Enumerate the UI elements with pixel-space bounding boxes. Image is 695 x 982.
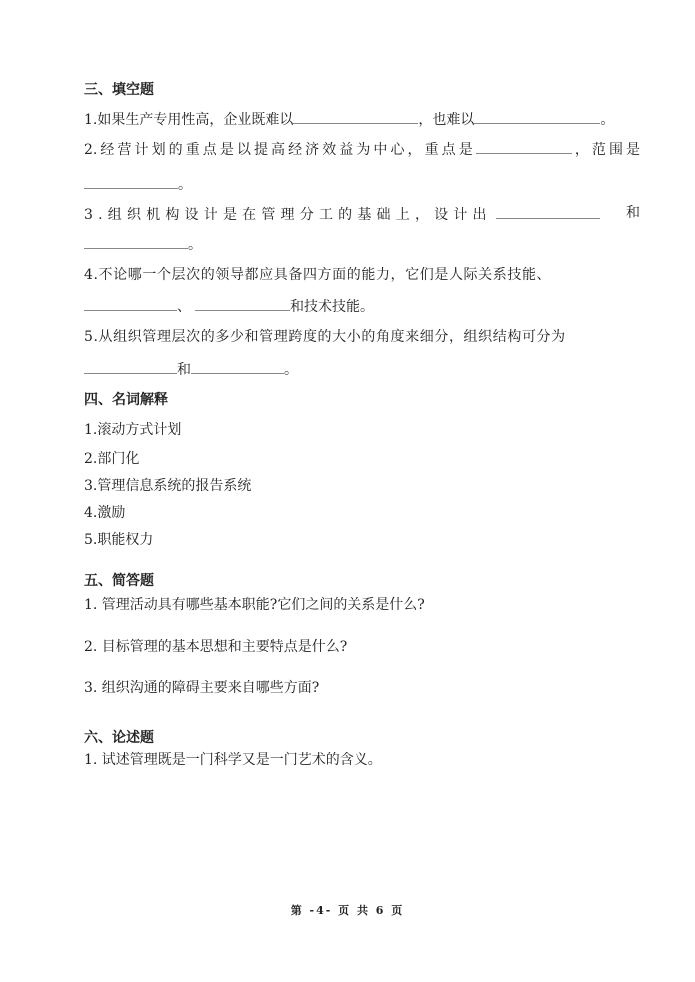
question-text: 。 (178, 177, 192, 193)
term-item: 5.职能权力 (84, 532, 154, 548)
answer-blank[interactable] (191, 359, 284, 374)
fill-question-2-cont (84, 174, 640, 194)
question-text: 和技术技能。 (290, 299, 374, 315)
answer-blank[interactable] (496, 204, 600, 219)
term-item: 1.滚动方式计划 (84, 422, 182, 438)
question-text: 和 (177, 362, 191, 378)
essay-item: 1. 试述管理既是一门科学又是一门艺术的含义。 (84, 752, 382, 768)
answer-blank[interactable] (293, 109, 418, 124)
section-title-short-answer: 五、简答题 (84, 573, 154, 589)
term-item: 4.激励 (84, 505, 126, 521)
section-title-terms: 四、名词解释 (84, 392, 168, 408)
question-text: 。 (284, 362, 298, 378)
question-text: 。 (600, 112, 615, 128)
answer-blank[interactable] (474, 109, 600, 124)
short-answer-item: 2. 目标管理的基本思想和主要特点是什么? (84, 639, 348, 655)
question-text: 1.如果生产专用性高，企业既难以 (84, 112, 294, 128)
short-answer-item: 1. 管理活动具有哪些基本职能?它们之间的关系是什么? (84, 597, 425, 613)
question-text: 、 (177, 299, 191, 315)
fill-question-4 (84, 266, 640, 284)
answer-blank[interactable] (84, 359, 177, 374)
fill-question-5-cont (84, 359, 640, 379)
fill-question-3 (84, 204, 640, 224)
question-text: 和 (626, 205, 640, 221)
answer-blank[interactable] (84, 234, 188, 249)
section-title-fill-blank: 三、填空题 (84, 82, 154, 98)
question-text: 4.不论哪一个层次的领导都应具备四方面的能力，它们是人际关系技能、 (84, 267, 552, 283)
question-text: ，也难以 (418, 112, 475, 128)
fill-question-3-cont (84, 234, 640, 254)
question-text: ，范围是 (571, 142, 641, 158)
question-text: 。 (188, 237, 202, 253)
short-answer-item: 3. 组织沟通的障碍主要来自哪些方面? (84, 680, 320, 696)
fill-question-2 (84, 139, 640, 159)
term-item: 2.部门化 (84, 451, 140, 467)
answer-blank[interactable] (84, 174, 178, 189)
fill-question-1 (84, 109, 640, 129)
answer-blank[interactable] (476, 139, 572, 154)
term-item: 3.管理信息系统的报告系统 (84, 478, 252, 494)
question-text: 5.从组织管理层次的多少和管理跨度的大小的角度来细分，组织结构可分为 (84, 329, 566, 345)
answer-blank[interactable] (84, 296, 177, 311)
question-text: 3.组织机构设计是在管理分工的基础上，设计出 (84, 207, 492, 223)
section-title-essay: 六、论述题 (84, 730, 154, 746)
answer-blank[interactable] (195, 296, 290, 311)
question-text: 2.经营计划的重点是以提高经济效益为中心，重点是 (84, 142, 476, 158)
fill-question-5 (84, 328, 640, 346)
page-footer: 第 -4- 页 共 6 页 (290, 904, 405, 917)
fill-question-4-cont (84, 296, 640, 316)
